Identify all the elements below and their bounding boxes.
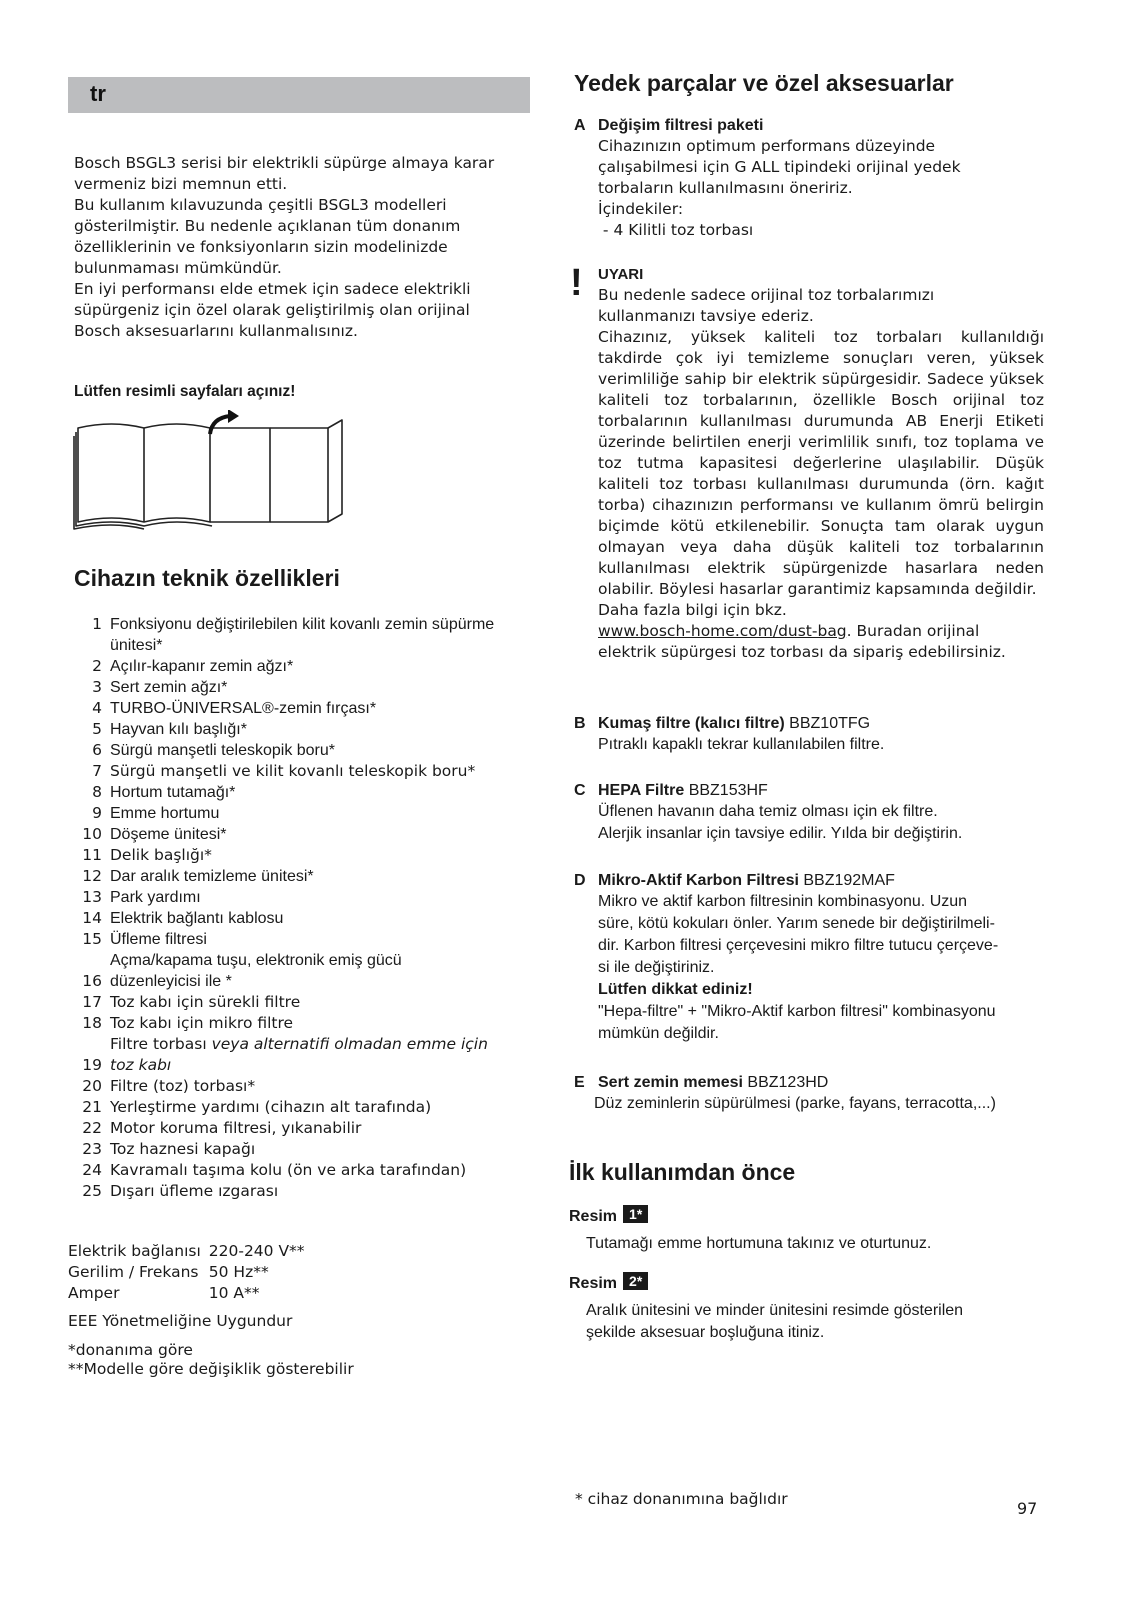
part-text: Hayvan kılı başlığı* <box>110 721 247 738</box>
accessory-line: torbaların kullanılmasını öneririz. <box>598 179 853 197</box>
part-item <box>78 992 538 1013</box>
accessory-line: si ile değiştiriniz. <box>598 959 715 976</box>
part-text: Sert zemin ağzı* <box>110 679 228 696</box>
part-number: 15 <box>82 930 102 948</box>
intro-line: Bu kullanım kılavuzunda çeşitli BSGL3 modelleri <box>74 196 447 214</box>
warning-paragraph: Cihazınız, yüksek kaliteli toz torbaları kullanıldığı takdirde çok iyi temizleme sonuçları veren, yüksek verimliliğe sahip bir elektrik süpürgesidir. Sadece yüksek kaliteli toz torbalarının, özellikle Bosch orijinal toz torbalarının kullanılması durumunda AB Enerji Etiketi üzerinde belirtilen enerji verimlilik sınıfı, toz toplama ve toz tutma kapasitesi değerlerine ulaşılabilir. Düşük kaliteli toz torbası kullanılması durumunda (örn. kağıt torba) cihazınızın performansı ve kullanım ömrü belirgin biçimde kötü etkilenebilir. Sonuçta tam olarak uygun olmayan veya daha düşük kaliteli toz torbalarının kullanılması elektrik süpürgenizde hasarlara neden olabilir. Böylesi hasarlar garantimiz kapsamında değildir. <box>598 328 1044 598</box>
accessory-d <box>574 870 1044 1045</box>
part-text: Emme hortumu <box>110 805 220 822</box>
language-bar <box>68 77 530 113</box>
accessory-code: BBZ153HF <box>688 782 768 799</box>
part-text: Kavramalı taşıma kolu (ön ve arka tarafından) <box>110 1161 467 1179</box>
accessory-name: HEPA Filtre <box>598 782 685 799</box>
footnotes <box>68 1341 354 1379</box>
part-item <box>78 698 538 719</box>
part-item <box>78 908 538 929</box>
part-number: 24 <box>82 1161 102 1179</box>
part-number: 14 <box>82 909 102 927</box>
part-item <box>78 761 538 782</box>
part-item <box>78 656 538 677</box>
spec-row <box>68 1283 305 1304</box>
figure-ref-2 <box>569 1272 648 1293</box>
part-number: 20 <box>82 1077 102 1095</box>
part-text: Toz kabı için sürekli filtre <box>110 993 301 1011</box>
part-item <box>78 950 538 971</box>
page-footnote: * cihaz donanımına bağlıdır <box>575 1490 788 1508</box>
part-item <box>78 1055 538 1076</box>
part-text: Fonksiyonu değiştirilebilen kilit kovanlı zemin süpürme <box>110 616 495 633</box>
part-text: toz kabı <box>110 1056 172 1074</box>
intro-line: vermeniz bizi memnun etti. <box>74 175 288 193</box>
part-item <box>78 719 538 740</box>
part-number: 18 <box>82 1014 102 1032</box>
accessory-line: çalışabilmesi için G ALL tipindeki orijinal yedek <box>598 158 961 176</box>
part-number: 2 <box>92 657 102 675</box>
part-text: Sürgü manşetli teleskopik boru* <box>110 742 336 759</box>
spec-row <box>68 1262 305 1283</box>
intro-line: bulunmaması mümkündür. <box>74 259 282 277</box>
part-number: 17 <box>82 993 102 1011</box>
part-text: Döşeme ünitesi* <box>110 826 227 843</box>
part-text: Yerleştirme yardımı (cihazın alt tarafında) <box>110 1098 432 1116</box>
part-number: 1 <box>92 615 102 633</box>
accessory-letter: A <box>574 117 586 134</box>
warning-lead: kullanmanızı tavsiye ederiz. <box>598 307 814 325</box>
figure-label: Resim <box>569 1275 618 1292</box>
attention-heading: Lütfen dikkat ediniz! <box>598 981 753 998</box>
part-text: Üfleme filtresi <box>110 931 207 948</box>
accessory-code: BBZ192MAF <box>803 872 895 889</box>
warning-icon: ! <box>570 262 583 304</box>
part-number: 7 <box>92 762 102 780</box>
intro-line: gösterilmiştir. Bu nedenle açıklanan tüm donanım <box>74 217 461 235</box>
warning-last: elektrik süpürgesi toz torbası da sipariş edebilirsiniz. <box>598 643 1006 661</box>
part-text: Hortum tutamağı* <box>110 784 236 801</box>
part-number: 16 <box>82 972 102 990</box>
spec-key: Elektrik bağlanısı <box>68 1242 201 1260</box>
part-item <box>78 740 538 761</box>
accessory-line: Üflenen havanın daha temiz olması için ek filtre. <box>598 803 938 820</box>
accessory-name: Mikro-Aktif Karbon Filtresi <box>598 872 799 889</box>
accessory-e <box>574 1072 1044 1115</box>
part-text: Elektrik bağlantı kablosu <box>110 910 284 927</box>
note-line: *donanıma göre <box>68 1341 193 1359</box>
dust-bag-link[interactable]: www.bosch-home.com/dust-bag <box>598 622 847 640</box>
part-item <box>78 866 538 887</box>
spec-key: Gerilim / Frekans <box>68 1263 199 1281</box>
part-item <box>78 1013 538 1034</box>
spec-key: Amper <box>68 1284 120 1302</box>
accessory-line: "Hepa-filtre" + "Mikro-Aktif karbon filtresi" kombinasyonu <box>598 1003 996 1020</box>
part-number: 13 <box>82 888 102 906</box>
accessory-name: Sert zemin memesi <box>598 1074 743 1091</box>
part-number: 6 <box>92 741 102 759</box>
accessory-line: mümkün değildir. <box>598 1025 719 1042</box>
intro-line: En iyi performansı elde etmek için sadece elektrikli <box>74 280 471 298</box>
accessory-letter: D <box>574 872 586 889</box>
figure-number: 1* <box>623 1205 648 1223</box>
part-text: Toz kabı için mikro filtre <box>110 1014 294 1032</box>
part-number: 10 <box>82 825 102 843</box>
part-number: 21 <box>82 1098 102 1116</box>
warning-after-link: . Buradan orijinal <box>846 622 980 640</box>
part-item <box>78 1118 538 1139</box>
part-number: 11 <box>82 846 102 864</box>
warning-more: Daha fazla bilgi için bkz. <box>598 601 787 619</box>
part-text: Dar aralık temizleme ünitesi* <box>110 868 314 885</box>
figure-1-text: Tutamağı emme hortumuna takınız ve oturtunuz. <box>586 1235 932 1252</box>
part-number: 23 <box>82 1140 102 1158</box>
accessory-line: Düz zeminlerin süpürülmesi (parke, fayans, terracotta,...) <box>594 1095 996 1112</box>
part-text: Filtre (toz) torbası* <box>110 1077 256 1095</box>
figure-ref-1 <box>569 1205 648 1226</box>
figure-2-line: şekilde aksesuar boşluğuna itiniz. <box>586 1324 825 1341</box>
spec-value: 50 Hz** <box>208 1263 269 1281</box>
foldout-book-icon <box>72 410 352 530</box>
page-number: 97 <box>1017 1499 1038 1518</box>
part-number: 25 <box>82 1182 102 1200</box>
language-code: tr <box>90 81 106 106</box>
part-text: Delik başlığı* <box>110 846 212 864</box>
part-number: 4 <box>92 699 102 717</box>
figure-2-text <box>586 1300 1036 1344</box>
accessory-c <box>574 780 1044 845</box>
intro-line: Bosch BSGL3 serisi bir elektrikli süpürge almaya karar <box>74 154 495 172</box>
part-item <box>78 782 538 803</box>
part-item <box>78 845 538 866</box>
part-text: Açılır-kapanır zemin ağzı* <box>110 658 294 675</box>
part-item <box>78 1139 538 1160</box>
part-item <box>78 887 538 908</box>
part-text: Toz haznesi kapağı <box>110 1140 256 1158</box>
accessory-line: dir. Karbon filtresi çerçevesini mikro filtre tutucu çerçeve- <box>598 937 999 954</box>
accessory-code: BBZ10TFG <box>789 715 871 732</box>
part-text: ünitesi* <box>110 637 163 654</box>
part-item <box>78 614 538 635</box>
accessory-line: süre, kötü kokuları önler. Yarım senede bir değiştirilmeli- <box>598 915 995 932</box>
part-text: Sürgü manşetli ve kilit kovanlı teleskopik boru* <box>110 762 476 780</box>
part-number <box>78 1034 102 1055</box>
part-number: 9 <box>92 804 102 822</box>
accessory-line: İçindekiler: <box>598 200 684 218</box>
accessory-code: BBZ123HD <box>747 1074 829 1091</box>
spec-value: 10 A** <box>208 1284 260 1302</box>
accessory-line: Mikro ve aktif karbon filtresinin kombinasyonu. Uzun <box>598 893 968 910</box>
part-number: 5 <box>92 720 102 738</box>
part-item <box>78 1160 538 1181</box>
accessory-line: Cihazınızın optimum performans düzeyinde <box>598 137 936 155</box>
specs-table <box>68 1241 305 1304</box>
warning-label: UYARI <box>598 266 644 283</box>
part-item <box>78 1076 538 1097</box>
accessory-a <box>574 115 1044 241</box>
accessory-letter: B <box>574 715 586 732</box>
part-text: TURBO-ÜNIVERSAL®-zemin fırçası* <box>110 700 377 717</box>
part-item <box>78 929 538 950</box>
accessory-line: Pıtraklı kapaklı tekrar kullanılabilen filtre. <box>598 736 885 753</box>
part-item <box>78 971 538 992</box>
accessory-line: Alerjik insanlar için tavsiye edilir. Yılda bir değiştirin. <box>598 825 963 842</box>
part-item <box>78 803 538 824</box>
part-item <box>78 677 538 698</box>
part-item <box>78 635 538 656</box>
figure-label: Resim <box>569 1208 618 1225</box>
figure-2-line: Aralık ünitesini ve minder ünitesini resimde gösterilen <box>586 1302 964 1319</box>
accessory-letter: E <box>574 1074 585 1091</box>
part-text: Dışarı üfleme ızgarası <box>110 1182 279 1200</box>
part-number: 22 <box>82 1119 102 1137</box>
parts-list <box>78 614 538 1202</box>
first-use-title: İlk kullanımdan önce <box>569 1159 796 1185</box>
part-text: Park yardımı <box>110 889 201 906</box>
intro-line: Bosch aksesuarlarını kullanmalısınız. <box>74 322 358 340</box>
part-item <box>78 824 538 845</box>
part-text: düzenleyicisi ile * <box>110 973 232 990</box>
part-item <box>78 1181 538 1202</box>
part-item <box>78 1097 538 1118</box>
accessory-b <box>574 713 1044 756</box>
intro-text <box>74 153 534 342</box>
part-number <box>78 635 102 656</box>
part-number: 8 <box>92 783 102 801</box>
spec-value: 220-240 V** <box>208 1242 305 1260</box>
part-text: Motor koruma filtresi, yıkanabilir <box>110 1119 362 1137</box>
part-number <box>78 950 102 971</box>
accessory-name: Kumaş filtre (kalıcı filtre) <box>598 715 785 732</box>
accessory-name: Değişim filtresi paketi <box>598 117 764 134</box>
intro-line: özelliklerinin ve fonksiyonların sizin modelinizde <box>74 238 448 256</box>
part-item <box>78 1034 538 1055</box>
open-pages-note: Lütfen resimli sayfaları açınız! <box>74 383 296 400</box>
note-line: **Modelle göre değişiklik gösterebilir <box>68 1360 354 1378</box>
tech-title: Cihazın teknik özellikleri <box>74 565 340 591</box>
warning-block <box>570 264 1044 663</box>
part-number: 19 <box>82 1056 102 1074</box>
part-number: 3 <box>92 678 102 696</box>
part-text: Filtre torbası veya alternatifi olmadan emme için <box>110 1035 488 1053</box>
part-number: 12 <box>82 867 102 885</box>
accessories-title: Yedek parçalar ve özel aksesuarlar <box>574 70 954 96</box>
intro-line: süpürgeniz için özel olarak geliştirilmiş olan orijinal <box>74 301 470 319</box>
warning-lead: Bu nedenle sadece orijinal toz torbalarımızı <box>598 286 935 304</box>
spec-row <box>68 1241 305 1262</box>
accessory-letter: C <box>574 782 586 799</box>
figure-number: 2* <box>623 1272 648 1290</box>
eee-compliance: EEE Yönetmeliğine Uygundur <box>68 1312 293 1330</box>
part-text: Açma/kapama tuşu, elektronik emiş gücü <box>110 952 402 969</box>
accessory-line: - 4 Kilitli toz torbası <box>598 221 754 239</box>
